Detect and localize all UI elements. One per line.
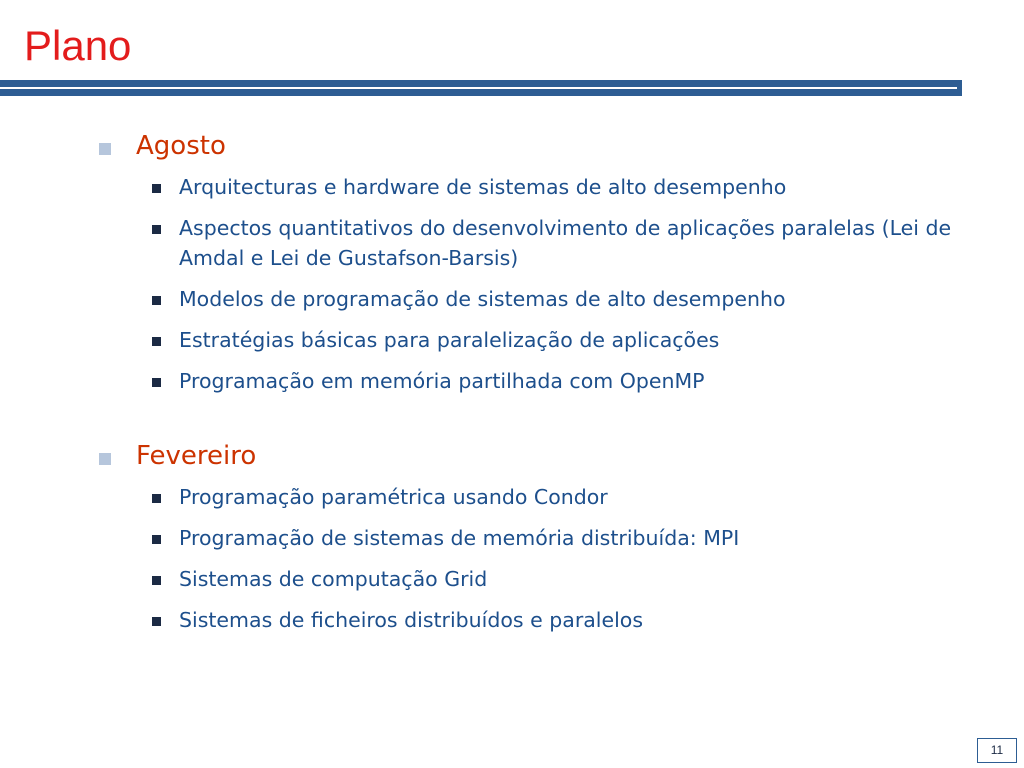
section-agosto [98,126,978,396]
square-bullet-icon [152,494,161,503]
list-item-text: Arquitecturas e hardware de sistemas de alto desempenho [179,175,787,199]
title-divider [0,80,962,96]
section-heading-label: Fevereiro [136,441,257,471]
list-item [98,605,978,635]
square-bullet-icon [152,296,161,305]
list-item-text: Programação paramétrica usando Condor [179,485,608,509]
square-bullet-icon [152,617,161,626]
list-item [98,284,978,314]
list-item [98,366,978,396]
section-items [98,172,978,396]
square-bullet-icon [152,576,161,585]
list-item-text: Estratégias básicas para paralelização de aplicações [179,328,720,352]
list-item [98,172,978,202]
list-item [98,482,978,512]
square-bullet-icon [152,378,161,387]
page-number: 11 [977,738,1017,763]
square-bullet-icon [152,337,161,346]
list-item-text: Programação em memória partilhada com OpenMP [179,369,705,393]
list-item-text: Sistemas de computação Grid [179,567,488,591]
list-item [98,564,978,594]
section-heading-label: Agosto [136,131,226,161]
list-item-text: Modelos de programação de sistemas de alto desempenho [179,287,786,311]
list-item-text: Aspectos quantitativos do desenvolvimento de aplicações paralelas (Lei de Amdal e Lei de Gustafson-Barsis) [179,216,952,270]
square-bullet-icon [152,184,161,193]
square-bullet-icon [152,535,161,544]
square-bullet-icon [99,143,111,155]
title-divider-inner-line [0,87,957,89]
section-heading [98,436,978,476]
list-item-text: Programação de sistemas de memória distribuída: MPI [179,526,740,550]
section-items [98,482,978,635]
list-item-text: Sistemas de ficheiros distribuídos e paralelos [179,608,644,632]
slide-content [98,126,978,675]
section-fevereiro [98,436,978,635]
square-bullet-icon [152,225,161,234]
list-item [98,325,978,355]
list-item [98,213,978,273]
slide-title: Plano [24,22,132,69]
square-bullet-icon [99,453,111,465]
section-heading [98,126,978,166]
list-item [98,523,978,553]
